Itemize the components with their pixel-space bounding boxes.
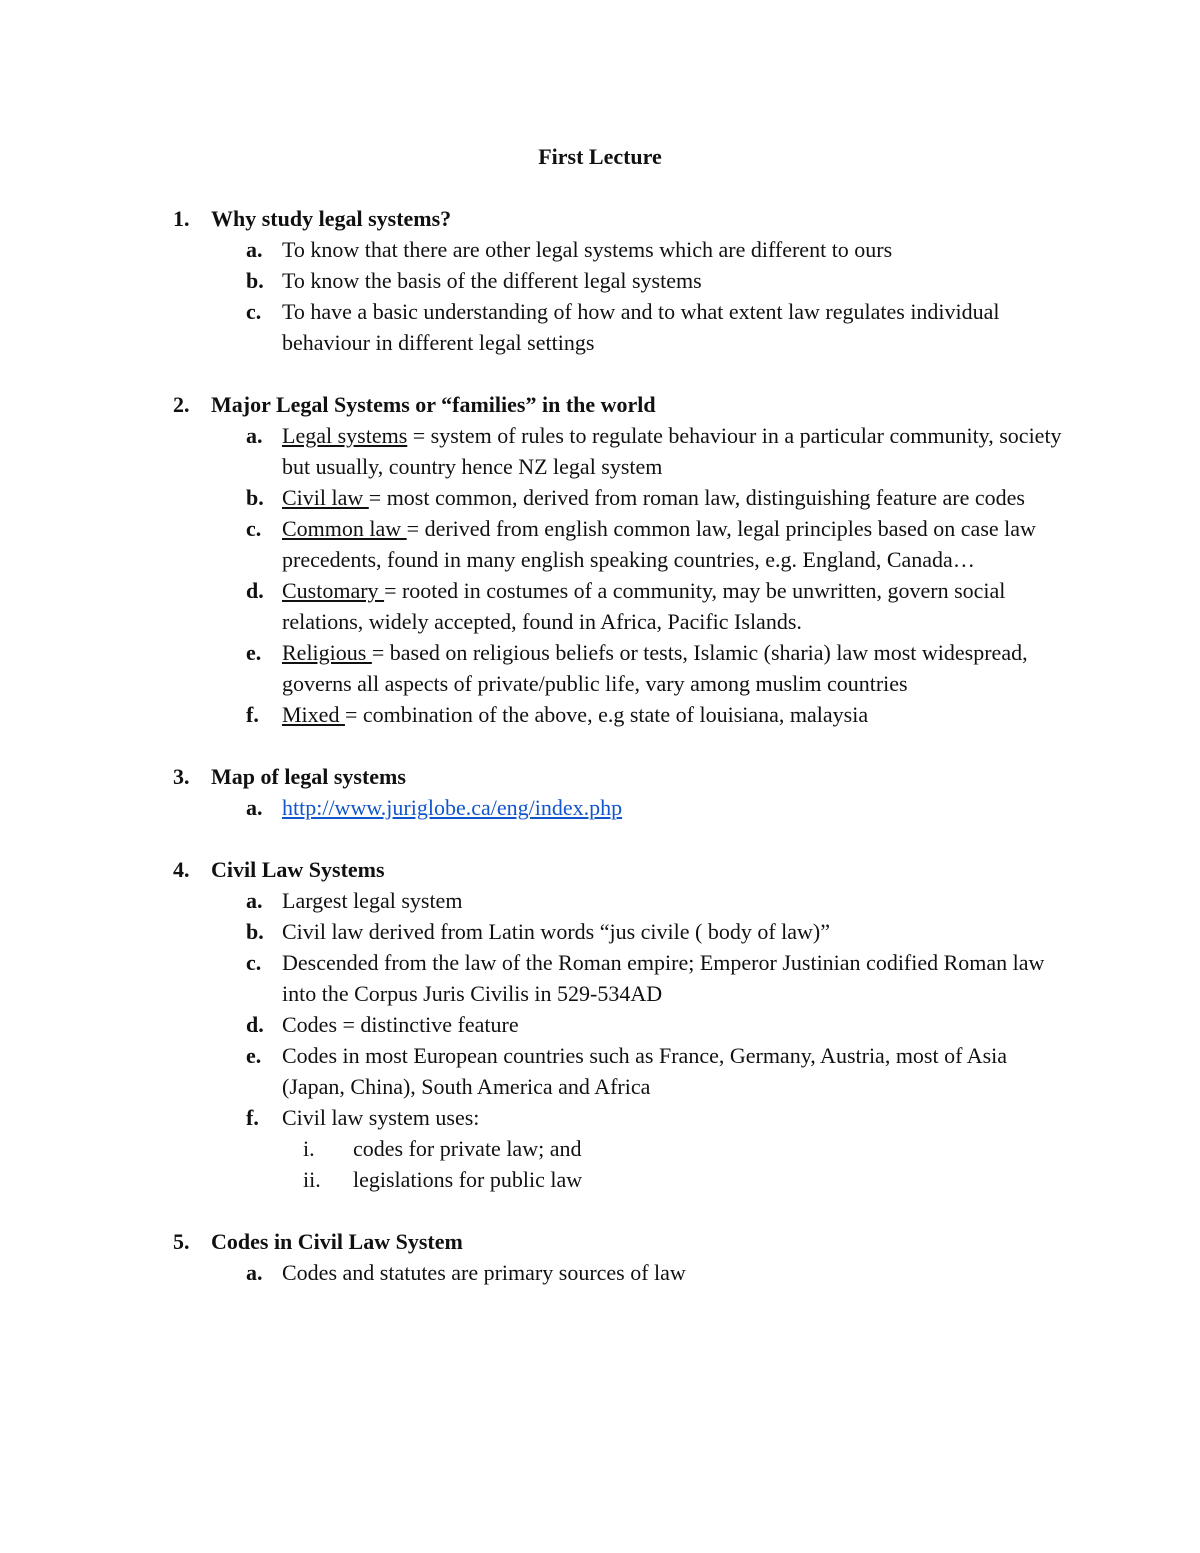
section-title: Civil Law Systems (211, 857, 385, 882)
term-religious: Religious (282, 640, 372, 665)
item-label: d. (246, 578, 264, 603)
list-item (173, 1040, 1073, 1102)
item-label: c. (246, 299, 262, 324)
term-definition: = rooted in costumes of a community, may be unwritten, govern social relations, widely accepted, found in Africa, Pacific Islands. (282, 578, 1006, 634)
item-label: f. (246, 1105, 259, 1130)
item-text: To have a basic understanding of how and to what extent law regulates individual behaviour in different legal settings (282, 299, 1000, 355)
item-label: d. (246, 1012, 264, 1037)
list-item (173, 420, 1073, 482)
item-label: b. (246, 919, 264, 944)
item-text: To know the basis of the different legal systems (282, 268, 702, 293)
term-definition: = system of rules to regulate behaviour in a particular community, society but usually, country hence NZ legal system (282, 423, 1062, 479)
section-number: 4. (173, 857, 190, 882)
sub-item-text: legislations for public law (353, 1167, 583, 1192)
item-text (282, 792, 1062, 823)
item-text (282, 482, 1062, 513)
list-item (173, 575, 1073, 637)
item-label: a. (246, 1260, 263, 1285)
juriglobe-link[interactable]: http://www.juriglobe.ca/eng/index.php (282, 795, 623, 820)
item-label: a. (246, 237, 263, 262)
item-text: Codes and statutes are primary sources of law (282, 1260, 686, 1285)
list-item (173, 296, 1073, 358)
list-item (173, 699, 1073, 730)
item-text: To know that there are other legal systems which are different to ours (282, 237, 893, 262)
section-heading (173, 854, 1073, 885)
item-label: a. (246, 423, 263, 448)
term-definition: = combination of the above, e.g state of louisiana, malaysia (344, 702, 869, 727)
item-text: Civil law derived from Latin words “jus civile ( body of law)” (282, 919, 831, 944)
section-number: 3. (173, 764, 190, 789)
sub-list-item (173, 1133, 1073, 1164)
item-label: b. (246, 268, 264, 293)
section-map-of-legal-systems (173, 761, 1073, 823)
term-legal-systems: Legal systems (282, 423, 408, 448)
list-item (173, 947, 1073, 1009)
document-body (173, 203, 1073, 1319)
item-label: c. (246, 516, 262, 541)
item-text: Largest legal system (282, 888, 463, 913)
term-definition: = most common, derived from roman law, distinguishing feature are codes (368, 485, 1025, 510)
list-item (173, 482, 1073, 513)
item-label: e. (246, 640, 262, 665)
item-text: Codes = distinctive feature (282, 1012, 519, 1037)
item-label: f. (246, 702, 259, 727)
item-text: Descended from the law of the Roman empire; Emperor Justinian codified Roman law into the Corpus Juris Civilis in 529-534AD (282, 950, 1045, 1006)
item-text (282, 513, 1062, 575)
section-number: 2. (173, 392, 190, 417)
item-text (282, 637, 1062, 699)
item-text (282, 699, 1062, 730)
list-item (173, 1257, 1073, 1288)
list-item (173, 637, 1073, 699)
section-title: Map of legal systems (211, 764, 406, 789)
term-definition: = based on religious beliefs or tests, Islamic (sharia) law most widespread, governs all aspects of private/public life, vary among muslim countries (282, 640, 1028, 696)
page-title: First Lecture (538, 144, 662, 169)
section-heading (173, 1226, 1073, 1257)
section-codes-in-civil-law (173, 1226, 1073, 1288)
item-label: a. (246, 795, 263, 820)
section-heading (173, 389, 1073, 420)
list-item (173, 234, 1073, 265)
term-customary: Customary (282, 578, 385, 603)
item-label: a. (246, 888, 263, 913)
item-text: Codes in most European countries such as France, Germany, Austria, most of Asia (Japan, China), South America and Africa (282, 1043, 1008, 1099)
term-civil-law: Civil law (282, 485, 369, 510)
section-why-study (173, 203, 1073, 358)
term-definition: = derived from english common law, legal principles based on case law precedents, found in many english speaking countries, e.g. England, Canada… (282, 516, 1036, 572)
sub-item-text: codes for private law; and (353, 1136, 582, 1161)
list-item (173, 1102, 1073, 1133)
list-item (173, 265, 1073, 296)
section-heading (173, 203, 1073, 234)
item-label: c. (246, 950, 262, 975)
section-number: 5. (173, 1229, 190, 1254)
sub-item-label: ii. (303, 1167, 321, 1192)
section-title: Major Legal Systems or “families” in the world (211, 392, 656, 417)
list-item (173, 792, 1073, 823)
list-item (173, 916, 1073, 947)
section-title: Why study legal systems? (211, 206, 452, 231)
item-text (282, 420, 1062, 482)
term-common-law: Common law (282, 516, 407, 541)
term-mixed: Mixed (282, 702, 345, 727)
item-label: e. (246, 1043, 262, 1068)
item-text: Civil law system uses: (282, 1105, 480, 1130)
sub-item-label: i. (303, 1136, 315, 1161)
section-major-legal-systems (173, 389, 1073, 730)
section-heading (173, 761, 1073, 792)
item-label: b. (246, 485, 264, 510)
section-title: Codes in Civil Law System (211, 1229, 463, 1254)
section-number: 1. (173, 206, 190, 231)
list-item (173, 1009, 1073, 1040)
sub-list-item (173, 1164, 1073, 1195)
list-item (173, 513, 1073, 575)
list-item (173, 885, 1073, 916)
section-civil-law-systems (173, 854, 1073, 1195)
item-text (282, 575, 1062, 637)
